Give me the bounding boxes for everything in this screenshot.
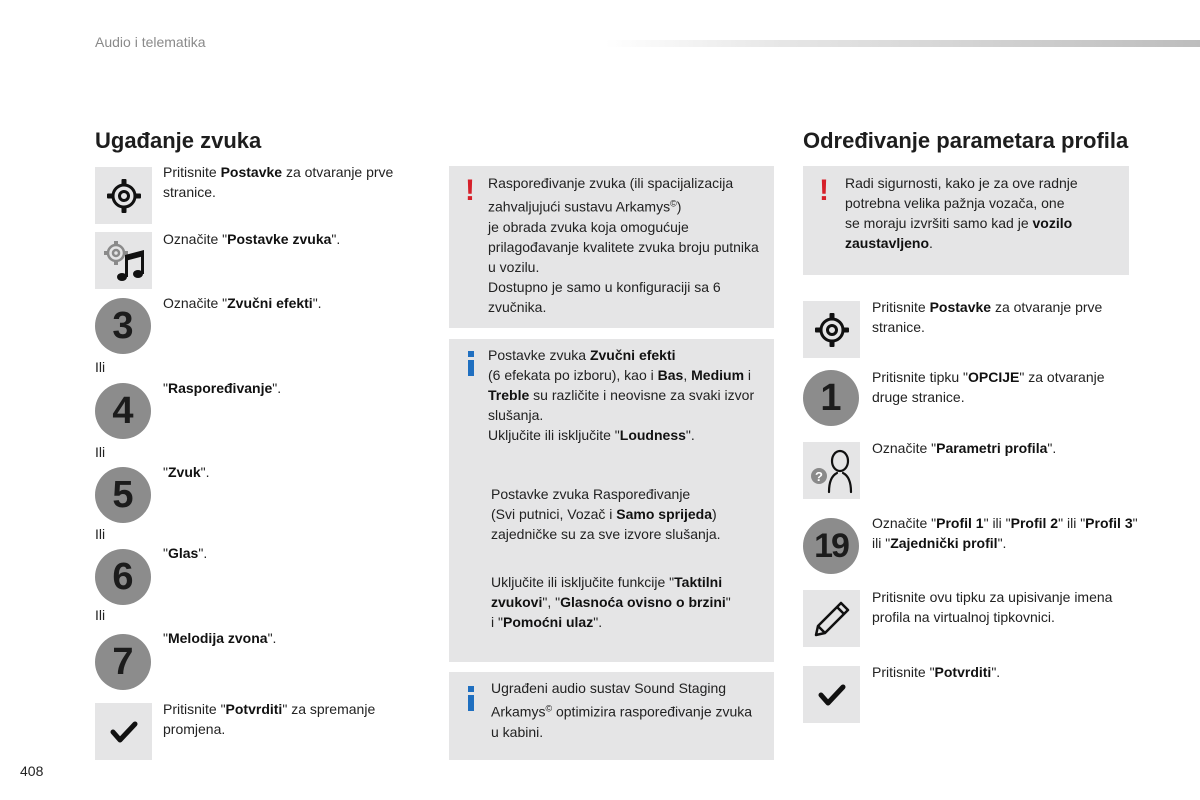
- emphasis: Zajednički profil: [890, 535, 998, 551]
- step-number-badge: 6: [95, 549, 151, 605]
- step-text: [163, 378, 433, 398]
- text-run: Pritisnite ": [872, 664, 935, 680]
- text-run: ".: [1047, 440, 1057, 456]
- text-run: Uključite ili isključite funkcije ": [491, 574, 675, 590]
- emphasis: Pomoćni ulaz: [502, 614, 594, 630]
- emphasis: Loudness: [619, 427, 686, 443]
- text-run: ".: [200, 464, 210, 480]
- svg-text:?: ?: [814, 468, 823, 484]
- step-text: [163, 699, 433, 739]
- emphasis: Parametri profila: [936, 440, 1048, 456]
- text-run: ©: [670, 198, 677, 208]
- text-run: ": [163, 464, 168, 480]
- emphasis: Potvrditi: [225, 701, 283, 717]
- text-run: Raspoređivanje zvuka (ili spacijalizacija zahvaljujući sustavu Arkamys: [488, 175, 734, 215]
- text-run: Označite ": [163, 231, 228, 247]
- emphasis: Postavke: [929, 299, 992, 315]
- text-run: i: [744, 367, 752, 383]
- step-text: [163, 229, 433, 249]
- step-text: [872, 513, 1142, 553]
- step-text: [163, 162, 433, 202]
- checkmark-icon: [95, 703, 152, 760]
- step-text: [872, 662, 1142, 682]
- warning-icon: !: [819, 174, 829, 207]
- text-run: Označite ": [872, 515, 937, 531]
- text-run: " za otvaranje druge stranice.: [872, 369, 1105, 405]
- emphasis: Postavke: [220, 164, 283, 180]
- emphasis: Raspoređivanje: [167, 380, 273, 396]
- info-box: [449, 339, 774, 662]
- text-run: Pritisnite: [872, 299, 930, 315]
- text-run: ) je obrada zvuka koja omogućuje prilagođavanje kvalitete zvuka broju putnika u vozilu. Dostupno je samo u konfiguraciji sa 6 zvučnika.: [488, 198, 759, 315]
- text-run: Označite ": [872, 440, 937, 456]
- text-run: ".: [685, 427, 695, 443]
- text-run: ©: [545, 703, 553, 713]
- info-icon: [468, 351, 474, 376]
- text-run: ".: [267, 630, 277, 646]
- emphasis: Profil 1: [936, 515, 984, 531]
- text-run: ".: [312, 295, 322, 311]
- step-text: [872, 367, 1142, 407]
- text-run: ".: [991, 664, 1001, 680]
- emphasis: Melodija zvona: [167, 630, 268, 646]
- emphasis: Potvrditi: [934, 664, 992, 680]
- step-text: [163, 462, 433, 482]
- info-text: [491, 484, 769, 544]
- text-run: Radi sigurnosti, kako je za ove radnje potrebna velika pažnja vozača, one se moraju izvršiti samo kad je: [845, 175, 1078, 231]
- text-run: za otvaranje prve stranice.: [872, 299, 1103, 335]
- emphasis: Profil 3: [1085, 515, 1133, 531]
- emphasis: Glasnoća ovisno o brzini: [560, 594, 726, 610]
- checkmark-icon: [803, 666, 860, 723]
- text-run: za otvaranje prve stranice.: [163, 164, 394, 200]
- info-text: [491, 678, 761, 742]
- text-run: ) zajedničke su za sve izvore slušanja.: [491, 506, 721, 542]
- warning-box: [449, 166, 774, 328]
- gear-icon: [803, 301, 860, 358]
- emphasis: Samo sprijeda: [616, 506, 712, 522]
- text-run: optimizira raspoređivanje zvuka u kabini.: [491, 703, 753, 740]
- text-run: Pritisnite ": [163, 701, 226, 717]
- text-run: ": [163, 630, 168, 646]
- emphasis: Zvučni efekti: [227, 295, 313, 311]
- step-number-badge: 19: [803, 518, 859, 574]
- left-section-title: Ugađanje zvuka: [95, 128, 262, 153]
- text-run: Postavke zvuka Raspoređivanje (Svi putnici, Vozač i: [491, 486, 691, 522]
- text-run: Označite ": [163, 295, 228, 311]
- text-run: " za spremanje promjena.: [163, 701, 376, 737]
- emphasis: Postavke zvuka: [227, 231, 332, 247]
- profile-question-icon: [803, 442, 860, 499]
- step-number-badge: 4: [95, 383, 151, 439]
- page-number: 408: [20, 763, 44, 779]
- text-run: " ili ": [872, 515, 1138, 551]
- emphasis: Treble: [488, 387, 530, 403]
- step-number-badge: 5: [95, 467, 151, 523]
- step-text: [163, 293, 433, 313]
- step-number-badge: 3: [95, 298, 151, 354]
- text-run: ".: [997, 535, 1007, 551]
- step-number-badge: 1: [803, 370, 859, 426]
- step-text: [163, 543, 433, 563]
- text-run: (6 efekata po izboru), kao i: [488, 367, 658, 383]
- info-text: [488, 345, 766, 445]
- step-text: [163, 628, 433, 648]
- emphasis: Zvučni efekti: [589, 347, 676, 363]
- emphasis: OPCIJE: [968, 369, 1020, 385]
- right-section-title: Određivanje parametara profila: [803, 128, 1129, 153]
- section-label: Audio i telematika: [95, 34, 206, 50]
- text-run: ".: [198, 545, 208, 561]
- text-run: .: [929, 235, 933, 251]
- text-run: " i ": [491, 594, 731, 630]
- emphasis: Medium: [691, 367, 745, 383]
- or-label: Ili: [95, 526, 106, 542]
- emphasis: Taktilni zvukovi: [491, 574, 723, 610]
- text-run: " ili ": [983, 515, 1011, 531]
- or-label: Ili: [95, 444, 106, 460]
- info-box: [449, 672, 774, 760]
- emphasis: Glas: [167, 545, 199, 561]
- warning-text: [488, 173, 766, 317]
- warning-icon: !: [465, 174, 475, 207]
- text-run: Pritisnite tipku ": [872, 369, 969, 385]
- info-text: [491, 572, 769, 632]
- warning-box: [803, 166, 1129, 275]
- text-run: ,: [683, 367, 692, 383]
- or-label: Ili: [95, 359, 106, 375]
- text-run: " ili ": [1058, 515, 1086, 531]
- emphasis: Bas: [657, 367, 684, 383]
- text-run: ".: [331, 231, 341, 247]
- emphasis: Zvuk: [167, 464, 201, 480]
- pencil-icon: [803, 590, 860, 647]
- step-text: [872, 438, 1142, 458]
- text-run: su različite i neovisne za svaki izvor slušanja. Uključite ili isključite ": [488, 387, 755, 443]
- text-run: Pritisnite: [163, 164, 221, 180]
- info-icon: [468, 686, 474, 711]
- text-run: ".: [593, 614, 603, 630]
- step-text: [872, 587, 1142, 627]
- text-run: Postavke zvuka: [488, 347, 590, 363]
- text-run: ": [163, 380, 168, 396]
- settings-music-icon: [95, 232, 152, 289]
- step-text: [872, 297, 1142, 337]
- text-run: Ugrađeni audio sustav Sound Staging Arkamys: [491, 680, 727, 720]
- emphasis: vozilo zaustavljeno: [845, 215, 1073, 251]
- text-run: ".: [272, 380, 282, 396]
- emphasis: Profil 2: [1010, 515, 1059, 531]
- gear-icon: [95, 167, 152, 224]
- text-run: Pritisnite ovu tipku za upisivanje imena profila na virtualnoj tipkovnici.: [872, 589, 1113, 625]
- text-run: ", ": [542, 594, 561, 610]
- or-label: Ili: [95, 607, 106, 623]
- header-gradient-bar: [605, 40, 1200, 47]
- warning-text: [845, 173, 1120, 253]
- step-number-badge: 7: [95, 634, 151, 690]
- text-run: ": [163, 545, 168, 561]
